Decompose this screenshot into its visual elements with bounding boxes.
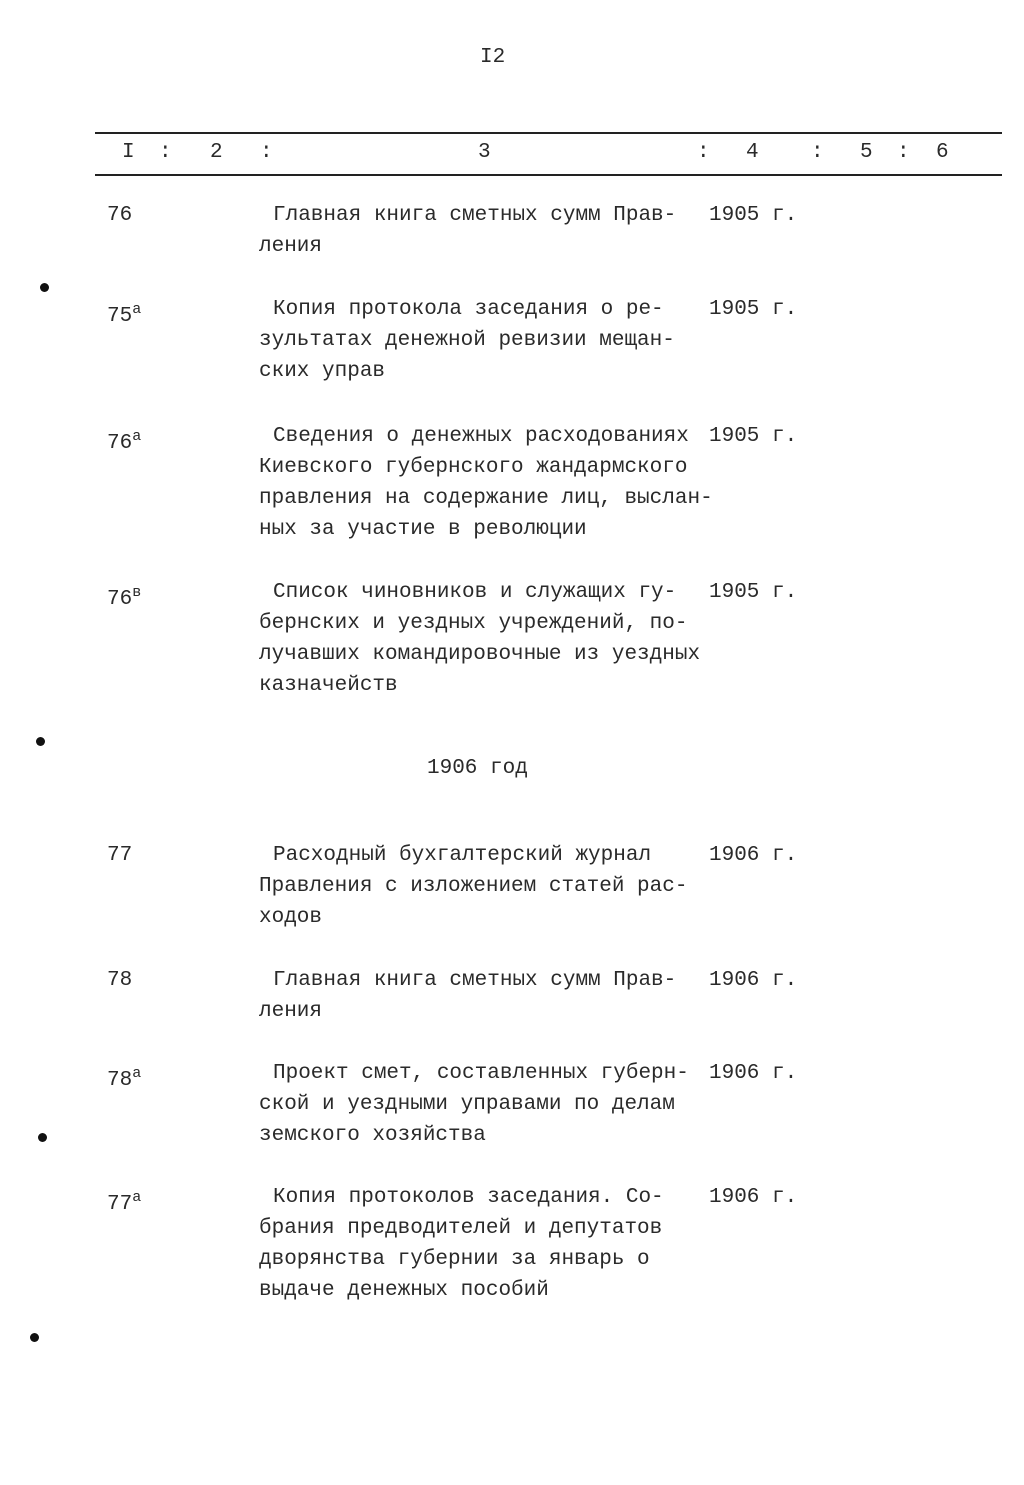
description-line: Копия протоколов заседания. Со- xyxy=(273,1186,664,1209)
header-bottom-rule xyxy=(95,174,1002,176)
entry-number xyxy=(107,840,132,871)
description-line: правления на содержание лиц, выслан- xyxy=(259,487,713,510)
entry-description xyxy=(259,840,699,933)
entry-number-value: 77 xyxy=(107,1193,133,1216)
entry-number xyxy=(107,1058,141,1096)
entry-number xyxy=(107,577,141,615)
header-top-rule xyxy=(95,132,1002,134)
description-line: Список чиновников и служащих гу- xyxy=(273,581,677,604)
description-line: Проект смет, составленных губерн- xyxy=(273,1062,689,1085)
description-line: ской и уездными управами по делам xyxy=(259,1093,675,1116)
column-header-3: 3 xyxy=(478,141,491,164)
entry-description xyxy=(259,200,699,262)
entry-year: 1905 г. xyxy=(709,204,798,227)
punch-hole-mark xyxy=(38,1133,47,1142)
entry-number-suffix: в xyxy=(132,584,142,601)
description-line: Главная книга сметных сумм Прав- xyxy=(273,969,677,992)
description-line: ходов xyxy=(259,906,323,929)
entry-number xyxy=(107,200,132,231)
column-header-2: 2 xyxy=(210,141,223,164)
entry-number-suffix: а xyxy=(132,1189,142,1206)
description-line: брания предводителей и депутатов xyxy=(259,1217,663,1240)
column-separator: : xyxy=(897,141,910,164)
entry-number-suffix: а xyxy=(132,428,142,445)
punch-hole-mark xyxy=(40,283,49,292)
column-separator: : xyxy=(811,141,824,164)
description-line: Киевского губернского жандармского xyxy=(259,456,688,479)
entry-number xyxy=(107,294,141,332)
column-separator: : xyxy=(697,141,710,164)
entry-number-suffix: а xyxy=(132,1065,142,1082)
description-line: ления xyxy=(259,235,323,258)
entry-description xyxy=(259,294,699,387)
description-line: лучавших командировочные из уездных xyxy=(259,643,701,666)
entry-year: 1905 г. xyxy=(709,298,798,321)
entry-number-value: 76 xyxy=(107,204,133,227)
entry-description xyxy=(259,1058,699,1151)
entry-description xyxy=(259,1182,699,1306)
entry-year: 1906 г. xyxy=(709,1186,798,1209)
column-separator: : xyxy=(159,141,172,164)
punch-hole-mark xyxy=(30,1333,39,1342)
entry-year: 1906 г. xyxy=(709,969,798,992)
entry-number-value: 78 xyxy=(107,1069,133,1092)
description-line: ских управ xyxy=(259,360,386,383)
column-header-6: 6 xyxy=(936,141,949,164)
punch-hole-mark xyxy=(36,737,45,746)
description-line: зультатах денежной ревизии мещан- xyxy=(259,329,675,352)
description-line: земского хозяйства xyxy=(259,1124,486,1147)
section-heading-1906: 1906 год xyxy=(427,757,528,780)
description-line: Копия протокола заседания о ре- xyxy=(273,298,664,321)
description-line: Главная книга сметных сумм Прав- xyxy=(273,204,677,227)
entry-number-value: 76 xyxy=(107,432,133,455)
column-header-4: 4 xyxy=(746,141,759,164)
description-line: бернских и уездных учреждений, по- xyxy=(259,612,688,635)
entry-number xyxy=(107,1182,141,1220)
column-header-1: I xyxy=(122,141,135,164)
description-line: Правления с изложением статей рас- xyxy=(259,875,688,898)
entry-year: 1905 г. xyxy=(709,581,798,604)
entry-description xyxy=(259,421,713,545)
description-line: ления xyxy=(259,1000,323,1023)
entry-number xyxy=(107,965,132,996)
description-line: выдаче денежных пособий xyxy=(259,1279,549,1302)
page-number: I2 xyxy=(480,46,506,69)
entry-number xyxy=(107,421,141,459)
entry-year: 1905 г. xyxy=(709,425,798,448)
entry-description xyxy=(259,965,699,1027)
column-header-5: 5 xyxy=(860,141,873,164)
entry-description xyxy=(259,577,699,701)
description-line: ных за участие в революции xyxy=(259,518,587,541)
description-line: казначейств xyxy=(259,674,398,697)
description-line: дворянства губернии за январь о xyxy=(259,1248,650,1271)
entry-number-suffix: а xyxy=(132,301,142,318)
entry-number-value: 77 xyxy=(107,844,133,867)
column-separator: : xyxy=(260,141,273,164)
description-line: Расходный бухгалтерский журнал xyxy=(273,844,652,867)
entry-number-value: 75 xyxy=(107,305,133,328)
entry-year: 1906 г. xyxy=(709,844,798,867)
entry-number-value: 76 xyxy=(107,588,133,611)
entry-number-value: 78 xyxy=(107,969,133,992)
description-line: Сведения о денежных расходованиях xyxy=(273,425,689,448)
entry-year: 1906 г. xyxy=(709,1062,798,1085)
